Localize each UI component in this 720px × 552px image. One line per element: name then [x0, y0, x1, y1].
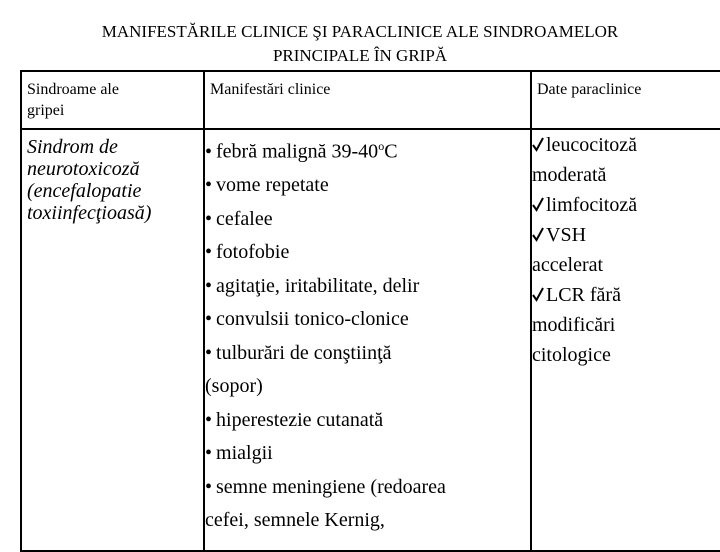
- paraclinical-text: LCR fără: [546, 284, 621, 306]
- clinical-list: [205, 130, 530, 538]
- degree-sup: o: [378, 139, 385, 153]
- list-item: [205, 337, 530, 371]
- list-item: [205, 270, 530, 304]
- bullet-icon: •: [205, 140, 213, 163]
- header-cell-paraclinical: [531, 71, 720, 129]
- clinical-text: agitaţie, iritabilitate, delir: [216, 274, 420, 297]
- header-syndromes-line2: gripei: [27, 102, 65, 119]
- bullet-icon: •: [205, 174, 213, 197]
- syndromes-table: [20, 70, 720, 552]
- list-item: [205, 504, 530, 538]
- table-row: [21, 129, 720, 551]
- paraclinical-text: VSH: [546, 224, 587, 246]
- syndrome-line: toxiinfecţioasă): [27, 202, 152, 224]
- clinical-text: tulburări de conştiinţă: [216, 341, 392, 364]
- paraclinical-text: accelerat: [532, 254, 604, 276]
- list-item: [205, 203, 530, 237]
- list-item: [205, 471, 530, 505]
- page-title: [0, 20, 720, 68]
- list-item: [205, 303, 530, 337]
- clinical-text: vome repetate: [216, 174, 329, 197]
- clinical-text: hiperestezie cutanată: [216, 408, 384, 431]
- paraclinical-text: leucocitoză: [546, 134, 638, 156]
- bullet-icon: •: [205, 442, 213, 465]
- paraclinical-text: modificări: [532, 314, 616, 336]
- clinical-text: semne meningiene (redoarea: [216, 475, 446, 498]
- checkmark-icon: [532, 136, 544, 152]
- header-clinical: Manifestări clinice: [210, 81, 331, 98]
- syndrome-name: [22, 130, 203, 224]
- list-item: [532, 190, 720, 220]
- clinical-text: fotofobie: [216, 241, 290, 264]
- bullet-icon: •: [205, 308, 213, 331]
- clinical-text: mialgii: [216, 442, 273, 465]
- title-line-1: MANIFESTĂRILE CLINICE ŞI PARACLINICE ALE SINDROAMELOR: [101, 22, 619, 41]
- bullet-icon: •: [205, 475, 213, 498]
- list-item: [205, 169, 530, 203]
- list-item: [205, 404, 530, 438]
- checkmark-icon: [532, 196, 544, 212]
- bullet-icon: •: [205, 408, 213, 431]
- bullet-icon: •: [205, 207, 213, 230]
- paraclinical-text: limfocitoză: [546, 194, 638, 216]
- paraclinical-list: [532, 130, 720, 370]
- list-item: [205, 437, 530, 471]
- bullet-icon: •: [205, 274, 213, 297]
- list-item: [532, 280, 720, 370]
- clinical-cell: [204, 129, 531, 551]
- clinical-text: convulsii tonico-clonice: [216, 308, 409, 331]
- clinical-text: (sopor): [205, 375, 263, 398]
- list-item: [205, 130, 530, 169]
- syndrome-line: Sindrom de: [27, 136, 118, 158]
- bullet-icon: •: [205, 341, 213, 364]
- header-paraclinical: Date paraclinice: [537, 81, 642, 98]
- syndrome-line: neurotoxicoză: [27, 158, 140, 180]
- clinical-text: cefei, semnele Kernig,: [205, 509, 385, 532]
- syndrome-line: (encefalopatie: [27, 180, 142, 202]
- list-item: [532, 220, 720, 280]
- table-header-row: [21, 71, 720, 129]
- header-cell-clinical: [204, 71, 531, 129]
- list-item: [205, 370, 530, 404]
- fever-text: febră malignă 39-40: [216, 140, 379, 163]
- bullet-icon: •: [205, 241, 213, 264]
- paraclinical-cell: [531, 129, 720, 551]
- fever-unit: C: [384, 140, 398, 163]
- header-syndromes-line1: Sindroame ale: [27, 81, 119, 98]
- list-item: [532, 130, 720, 190]
- list-item: [205, 236, 530, 270]
- paraclinical-text: citologice: [532, 344, 611, 366]
- header-cell-syndromes: [21, 71, 204, 129]
- title-line-2: PRINCIPALE ÎN GRIPĂ: [272, 46, 448, 65]
- checkmark-icon: [532, 226, 544, 242]
- clinical-text: cefalee: [216, 207, 273, 230]
- checkmark-icon: [532, 286, 544, 302]
- syndrome-cell: [21, 129, 204, 551]
- paraclinical-text: moderată: [532, 164, 607, 186]
